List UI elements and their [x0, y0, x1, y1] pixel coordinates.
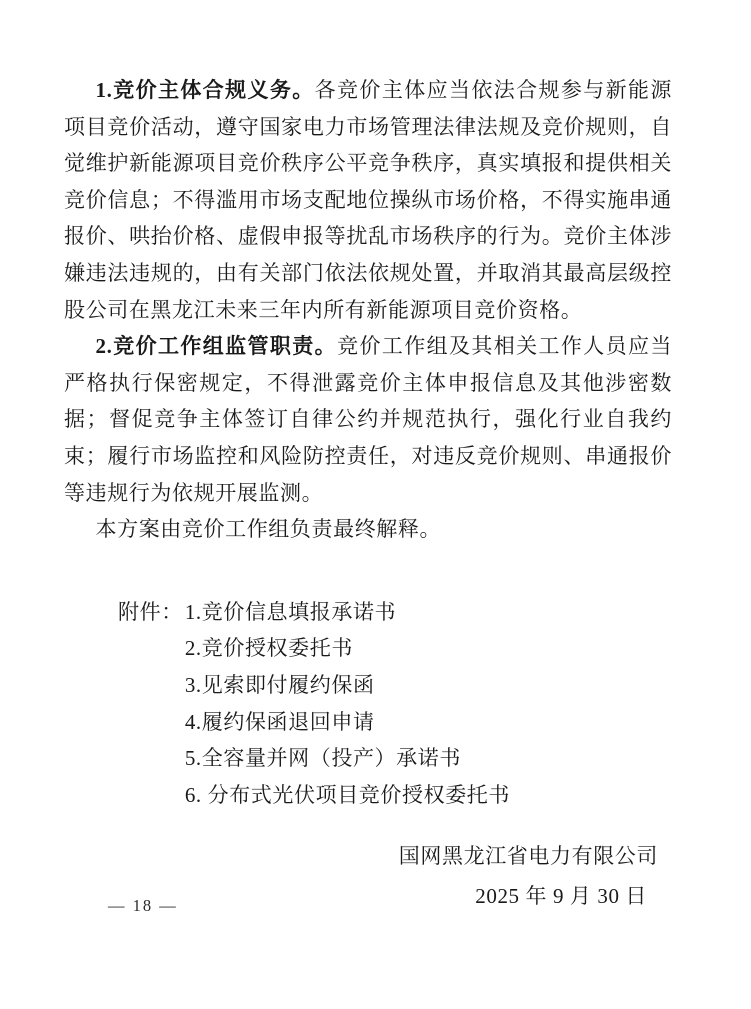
attachments-label: 附件： [118, 599, 183, 624]
attachment-item-5: 5.全容量并网（投产）承诺书 [184, 746, 461, 771]
attachment-item-6: 6. 分布式光伏项目竞价授权委托书 [184, 782, 511, 807]
attachment-item-4: 4.履约保函退回申请 [184, 709, 375, 734]
page-number: — 18 — [108, 896, 178, 915]
signature-date: 2025 年 9 月 30 日 [475, 884, 647, 909]
document-body [64, 72, 672, 916]
paragraph-text-3: 本方案由竞价工作组负责最终解释。 [95, 517, 442, 542]
paragraph-final-interpretation [64, 511, 672, 548]
attachment-list [183, 594, 510, 814]
attachments-section [118, 594, 672, 814]
paragraph-lead-2: 2.竞价工作组监管职责。 [95, 334, 338, 359]
paragraph-lead-1: 1.竞价主体合规义务。 [95, 78, 315, 102]
signature-organization: 国网黑龙江省电力有限公司 [398, 844, 658, 869]
attachment-item-2: 2.竞价授权委托书 [184, 636, 353, 661]
paragraph-working-group-duties [64, 328, 672, 511]
attachment-item-1: 1.竞价信息填报承诺书 [184, 599, 397, 624]
paragraph-text-1: 各竞价主体应当依法合规参与新能源项目竞价活动，遵守国家电力市场管理法律法规及竞价规则，自觉维护新能源项目竞价秩序公平竞争秩序，真实填报和提供相关竞价信息；不得滥用市场支配地位操纵市场价格，不得实施串通报价、哄抬价格、虚假申报等扰乱市场秩序的行为。竞价主体涉嫌违法违规的，由有关部门依法依规处置，并取消其最高层级控股公司在黑龙江未来三年内所有新能源项目竞价资格。 [64, 78, 672, 322]
paragraph-bidding-entity-compliance [64, 72, 672, 328]
paragraph-text-2: 竞价工作组及其相关工作人员应当严格执行保密规定，不得泄露竞价主体申报信息及其他涉密数据；督促竞争主体签订自律公约并规范执行，强化行业自我约束；履行市场监控和风险防控责任，对违反竞价规则、串通报价等违规行为依规开展监测。 [64, 334, 673, 505]
attachment-item-3: 3.见索即付履约保函 [184, 672, 375, 697]
